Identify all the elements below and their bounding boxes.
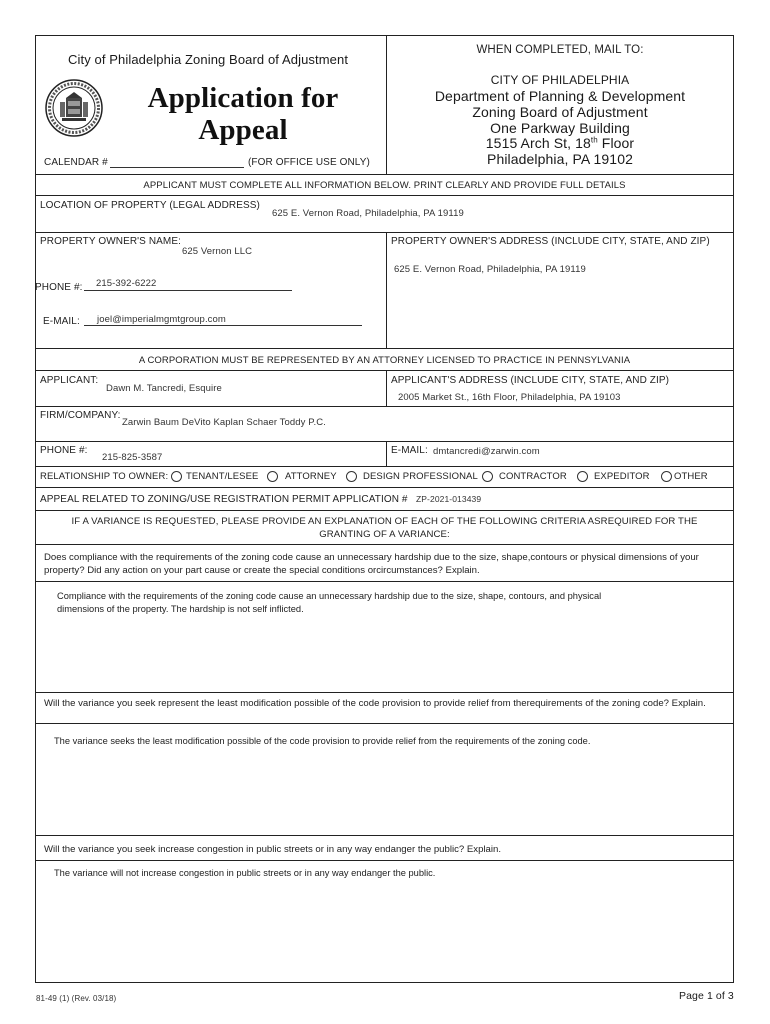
applicant-phone-label: PHONE #: (40, 445, 88, 456)
variance-heading-line-1: IF A VARIANCE IS REQUESTED, PLEASE PROVIDE AN EXPLANATION OF EACH OF THE FOLLOWING CRITERIA ASREQUIRED FOR THE (71, 516, 698, 527)
owner-email-value: joel@imperialmgmtgroup.com (97, 314, 226, 325)
rule-12 (35, 581, 734, 582)
radio-tenant[interactable] (171, 471, 182, 482)
relationship-label: RELATIONSHIP TO OWNER: (40, 471, 169, 482)
rule-15 (35, 835, 734, 836)
office-use-note: (FOR OFFICE USE ONLY) (248, 157, 370, 168)
option-design-professional: DESIGN PROFESSIONAL (363, 471, 478, 482)
applicant-phone-value[interactable]: 215-825-3587 (102, 452, 163, 463)
rule-3 (35, 232, 734, 233)
applicant-divider-bottom (386, 441, 387, 466)
calendar-label: CALENDAR # (44, 157, 108, 168)
rule-10 (35, 510, 734, 511)
answer-1[interactable]: Compliance with the requirements of the zoning code cause an unnecessary hardship due to the size, shape, contours, and physical dimensions of the property. The hardship is not self inflicted. (57, 591, 602, 614)
mail-to-line-5-post: Floor (597, 135, 635, 151)
page-number: Page 1 of 3 (679, 990, 734, 1002)
rule-4 (35, 348, 734, 349)
option-expeditor: EXPEDITOR (594, 471, 650, 482)
form-number: 81-49 (1) (Rev. 03/18) (36, 994, 117, 1003)
option-contractor: CONTRACTOR (499, 471, 567, 482)
rule-6 (35, 406, 734, 407)
owner-phone-label: PHONE #: (35, 282, 83, 293)
owner-address-label: PROPERTY OWNER'S ADDRESS (INCLUDE CITY, STATE, AND ZIP) (391, 236, 710, 247)
owner-email-label: E-MAIL: (43, 316, 80, 327)
firm-value[interactable]: Zarwin Baum DeVito Kaplan Schaer Toddy P.C. (122, 417, 326, 428)
applicant-divider-top (386, 370, 387, 406)
mail-to-line-4: One Parkway Building (490, 120, 630, 136)
title-line-2: Appeal (198, 114, 288, 146)
rule-13 (35, 692, 734, 693)
mail-to-line-5-sup: th (590, 135, 598, 145)
mail-to-line-3: Zoning Board of Adjustment (472, 104, 648, 120)
radio-expeditor[interactable] (577, 471, 588, 482)
mail-to-line-5 (386, 135, 734, 151)
applicant-email-value[interactable]: dmtancredi@zarwin.com (433, 446, 540, 457)
title-line-1: Application for (147, 82, 339, 114)
radio-other[interactable] (661, 471, 672, 482)
rule-11 (35, 544, 734, 545)
owner-phone-value: 215-392-6222 (96, 278, 157, 289)
firm-label: FIRM/COMPANY: (40, 410, 121, 421)
question-2: Will the variance you seek represent the least modification possible of the code provision to provide relief from therequirements of the zoning code? Explain. (44, 698, 706, 709)
rule-5 (35, 370, 734, 371)
question-1: Does compliance with the requirements of the zoning code cause an unnecessary hardship due to the size, shape,contours or physical dimensions of your property? Did any action on your part cause or create the special conditions orcircumstances? Explain. (44, 552, 699, 576)
variance-heading-line-2: GRANTING OF A VARIANCE: (319, 529, 450, 540)
owner-email-field[interactable] (84, 325, 362, 326)
owner-name-value[interactable]: 625 Vernon LLC (182, 246, 253, 257)
owner-name-label: PROPERTY OWNER'S NAME: (40, 236, 181, 247)
mail-to-line-5-main: 1515 Arch St, 18 (485, 135, 591, 151)
rule-14 (35, 723, 734, 724)
location-value[interactable]: 625 E. Vernon Road, Philadelphia, PA 19119 (272, 208, 464, 219)
applicant-address-label: APPLICANT'S ADDRESS (INCLUDE CITY, STATE, AND ZIP) (391, 375, 670, 386)
applicant-email-label: E-MAIL: (391, 445, 428, 456)
applicant-label: APPLICANT: (40, 375, 99, 386)
rule-2 (35, 195, 734, 196)
appeal-label: APPEAL RELATED TO ZONING/USE REGISTRATION PERMIT APPLICATION # (40, 494, 408, 505)
mail-to-heading: WHEN COMPLETED, MAIL TO: (476, 44, 644, 56)
corporation-notice: A CORPORATION MUST BE REPRESENTED BY AN ATTORNEY LICENSED TO PRACTICE IN PENNSYLVANIA (138, 355, 631, 366)
radio-attorney[interactable] (267, 471, 278, 482)
location-label: LOCATION OF PROPERTY (LEGAL ADDRESS) (40, 200, 260, 211)
option-attorney: ATTORNEY (285, 471, 337, 482)
appeal-value[interactable]: ZP-2021-013439 (416, 494, 482, 504)
applicant-value[interactable]: Dawn M. Tancredi, Esquire (106, 383, 222, 394)
option-other: OTHER (674, 471, 708, 482)
owner-address-value[interactable]: 625 E. Vernon Road, Philadelphia, PA 19119 (394, 264, 586, 275)
board-title: City of Philadelphia Zoning Board of Adjustment (68, 52, 349, 67)
mail-to-line-1: CITY OF PHILADELPHIA (490, 73, 630, 87)
rule-7 (35, 441, 734, 442)
rule-9 (35, 487, 734, 488)
rule-8 (35, 466, 734, 467)
answer-2[interactable]: The variance seeks the least modification possible of the code provision to provide relief from the requirements of the zoning code. (54, 736, 591, 746)
applicant-address-value[interactable]: 2005 Market St., 16th Floor, Philadelphia, PA 19103 (398, 392, 621, 403)
radio-contractor[interactable] (482, 471, 493, 482)
radio-design-professional[interactable] (346, 471, 357, 482)
option-tenant: TENANT/LESEE (186, 471, 259, 482)
applicant-notice: APPLICANT MUST COMPLETE ALL INFORMATION BELOW. PRINT CLEARLY AND PROVIDE FULL DETAILS (143, 180, 626, 191)
owner-divider (386, 232, 387, 348)
owner-phone-field[interactable] (84, 290, 292, 291)
mail-to-line-2: Department of Planning & Development (434, 88, 686, 104)
answer-3[interactable]: The variance will not increase congestion in public streets or in any way endanger the public. (54, 868, 436, 878)
question-3: Will the variance you seek increase congestion in public streets or in any way endanger the public? Explain. (44, 844, 502, 855)
calendar-field[interactable] (110, 167, 244, 168)
form-frame (35, 35, 734, 983)
city-seal-icon (44, 78, 104, 138)
rule-1 (35, 174, 734, 175)
mail-to-line-6: Philadelphia, PA 19102 (487, 151, 633, 167)
rule-16 (35, 860, 734, 861)
